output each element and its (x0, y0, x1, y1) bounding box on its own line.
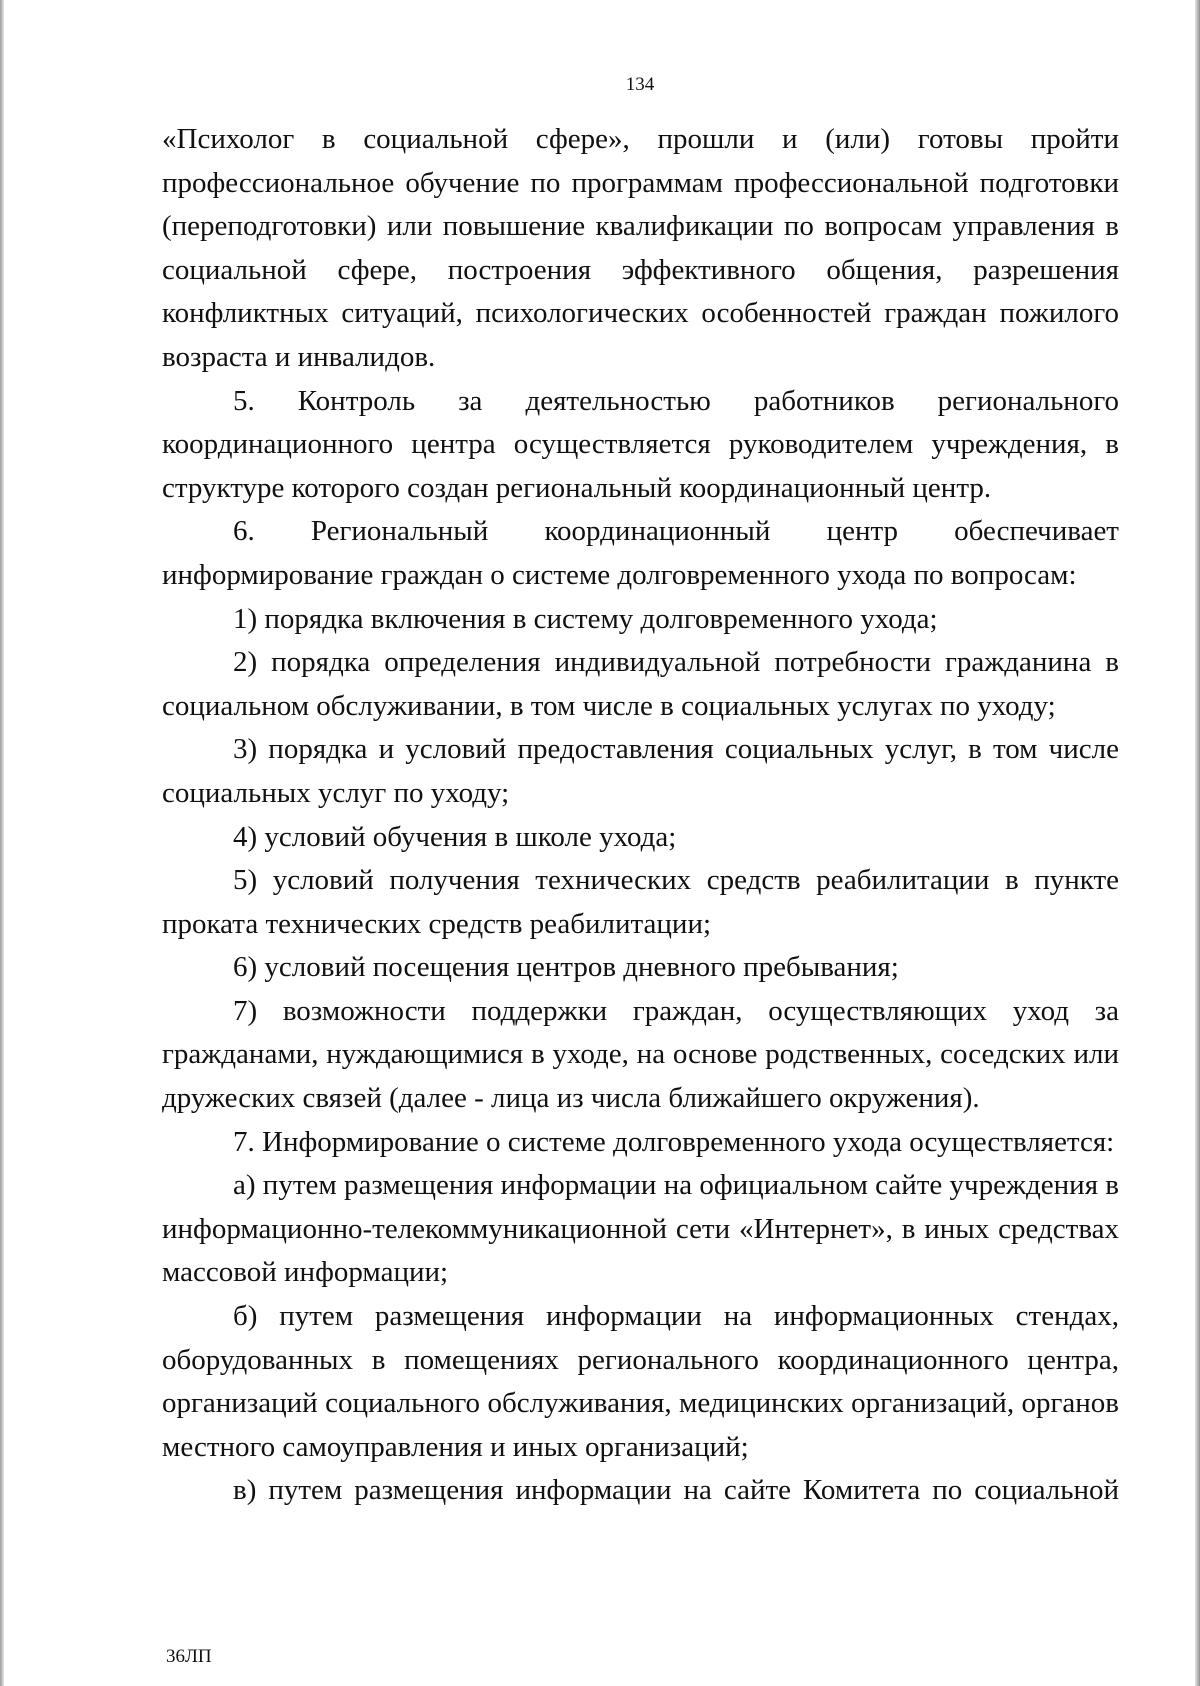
list-item-a: а) путем размещения информации на официальном сайте учреждения в информационно-телекоммуникационной сети «Интернет», в иных средствах массовой информации; (162, 1169, 1119, 1289)
paragraph-item-6: 6. Региональный координационный центр обеспечивает информирование граждан о системе долговременного ухода по вопросам: (162, 515, 1119, 591)
list-item-6: 6) условий посещения центров дневного пребывания; (233, 951, 899, 984)
paragraph-item-7: 7. Информирование о системе долговременного ухода осуществляется: (233, 1125, 1115, 1158)
document-body (162, 118, 1119, 1513)
paragraph-continuation: «Психолог в социальной сфере», прошли и (или) готовы пройти профессиональное обучение по программам профессиональной подготовки (переподготовки) или повышение квалификации по вопросам управления в социальной сфере, построения эффективного общения, разрешения конфликтных ситуаций, психологических особенностей граждан пожилого возраста и инвалидов. (162, 123, 1119, 373)
scan-right-edge (1195, 0, 1200, 1686)
footer-code: 36ЛП (166, 1646, 212, 1667)
list-item-b: б) путем размещения информации на информационных стендах, оборудованных в помещениях регионального координационного центра, организаций социального обслуживания, медицинских организаций, органов местного самоуправления и иных организаций; (162, 1300, 1119, 1463)
list-item-1: 1) порядка включения в систему долговременного ухода; (233, 602, 938, 635)
page-number: 134 (625, 74, 655, 95)
list-item-2: 2) порядка определения индивидуальной потребности гражданина в социальном обслуживании, в том числе в социальных услугах по уходу; (162, 646, 1119, 722)
list-item-3: 3) порядка и условий предоставления социальных услуг, в том числе социальных услуг по уходу; (162, 733, 1119, 809)
list-item-4: 4) условий обучения в школе ухода; (233, 820, 677, 853)
paragraph-item-5: 5. Контроль за деятельностью работников регионального координационного центра осуществляется руководителем учреждения, в структуре которого создан региональный координационный центр. (162, 384, 1119, 504)
list-item-7: 7) возможности поддержки граждан, осуществляющих уход за гражданами, нуждающимися в уходе, на основе родственных, соседских или дружеских связей (далее - лица из числа ближайшего окружения). (162, 994, 1119, 1115)
list-item-5: 5) условий получения технических средств реабилитации в пункте проката технических средств реабилитации; (162, 864, 1119, 940)
scan-left-edge (0, 0, 4, 1686)
list-item-v: в) путем размещения информации на сайте Комитета по социальной (233, 1474, 1119, 1507)
